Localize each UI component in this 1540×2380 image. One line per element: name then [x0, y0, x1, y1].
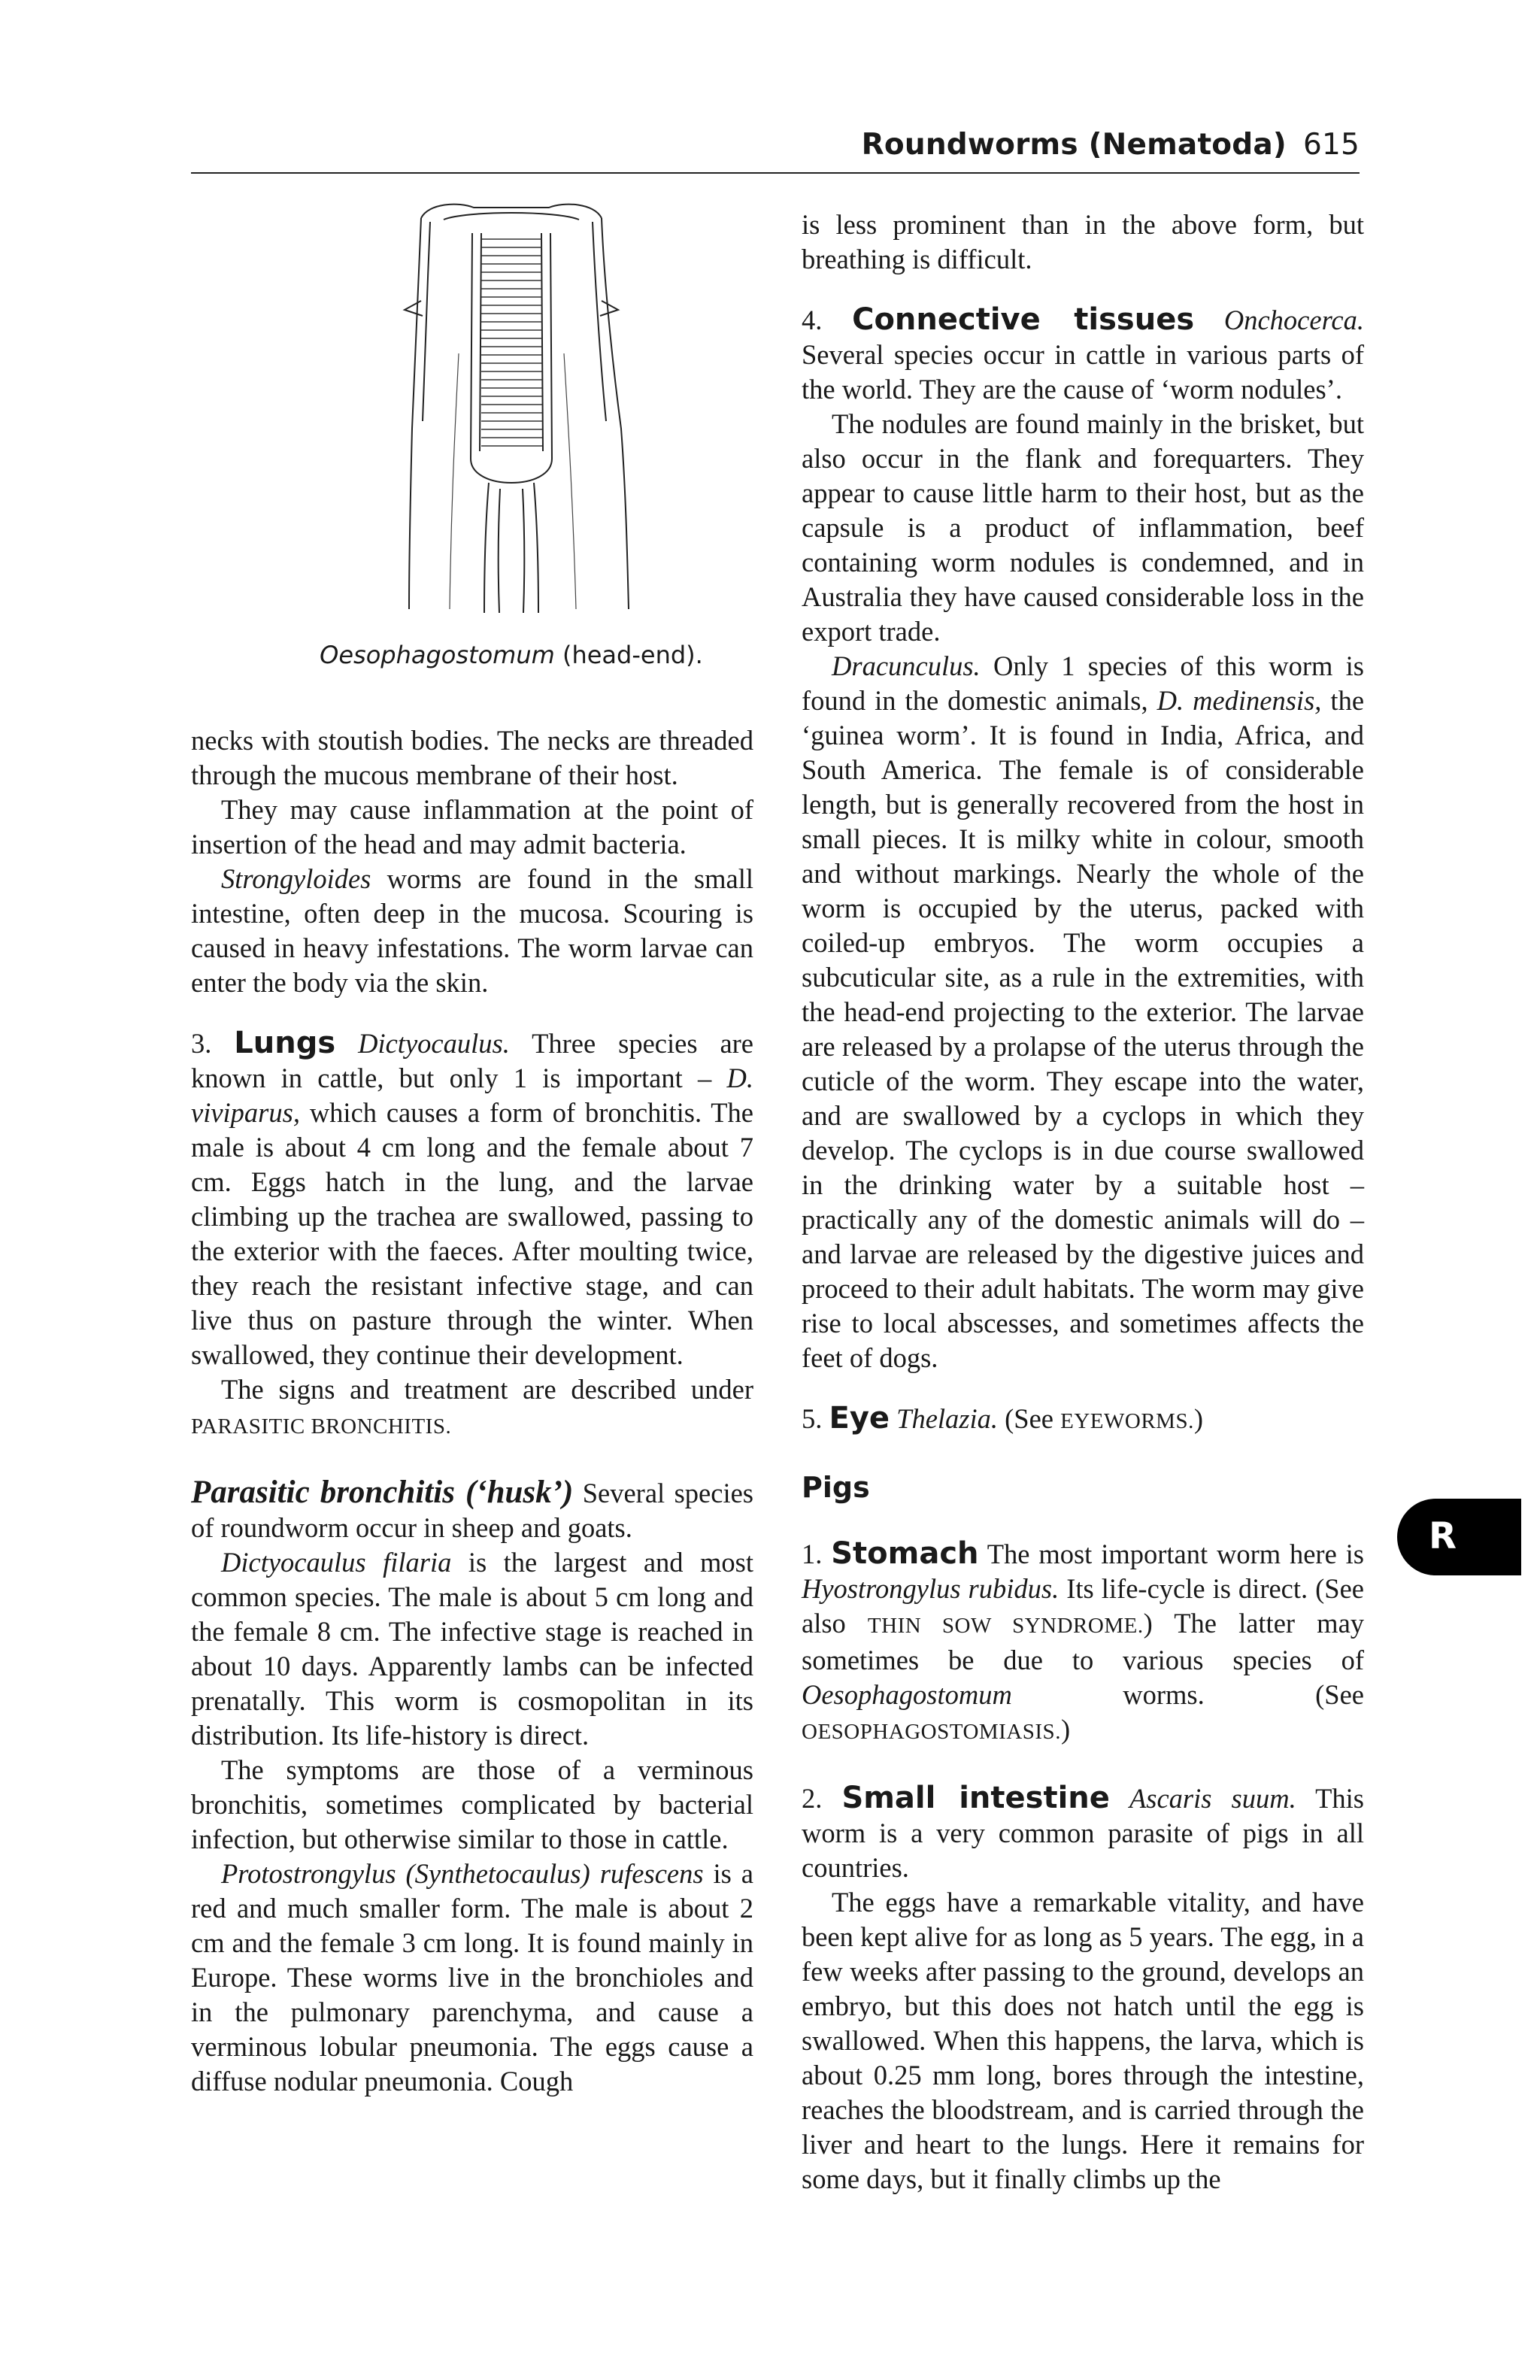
species-name: D. medinensis, [1157, 685, 1322, 716]
paragraph: They may cause inflammation at the point of insertion of the head and may admit bacteria. [191, 794, 753, 860]
header-rule [191, 172, 1360, 174]
paragraph-text: Three species are known in cattle, but only 1 is important – [191, 1028, 753, 1093]
genus-name: Dictyocaulus. [358, 1028, 510, 1059]
cross-reference: THIN SOW SYNDROME. [867, 1614, 1144, 1638]
paragraph: The symptoms are those of a verminous bronchitis, sometimes complicated by bacterial infection, but otherwise similar to those in cattle. [191, 1754, 753, 1854]
section-small-intestine [802, 1781, 1364, 1885]
paragraph-text: ) [1060, 1714, 1071, 1745]
oesophagostomum-illustration [376, 203, 647, 613]
paragraph-text: ) The latter may sometimes be due to various species of [802, 1608, 1365, 1675]
page-number: 615 [1302, 128, 1360, 162]
paragraph: The nodules are found mainly in the brisket, but also occur in the flank and forequarters. They appear to cause little harm to their host, but as the capsule is a product of inflammation, beef containing worm nodules is condemned, and in Australia they have caused considerable loss in the export trade. [802, 408, 1364, 647]
paragraph-text: (See [1005, 1403, 1054, 1434]
paragraph [191, 862, 753, 1000]
section-lungs [191, 1026, 753, 1372]
worm-head-drawing [376, 203, 647, 613]
genus-name: Dracunculus. [832, 650, 981, 681]
paragraph-text: The most important worm here is [987, 1539, 1364, 1569]
paragraph-text: is the largest and most common species. The male is about 5 cm long and the female 8 cm. The infective stage is reached in about 10 days. Apparently lambs can be infected prenatally. This worm is cosmopolitan in its distribution. Its life-history is direct. [191, 1547, 754, 1751]
paragraph-text: ) [1193, 1403, 1203, 1434]
paragraph [191, 1545, 753, 1753]
section-number: 4. [802, 305, 823, 335]
thumb-index-tab [1397, 1499, 1521, 1575]
figure-caption-rest: (head-end). [562, 641, 703, 669]
section-number: 1. [802, 1539, 823, 1569]
species-name: Ascaris suum. [1129, 1783, 1296, 1814]
left-column [191, 723, 753, 2099]
section-stomach [802, 1536, 1364, 1749]
cross-reference: OESOPHAGOSTOMIASIS. [802, 1720, 1061, 1744]
genus-name: Oesophagostomum [802, 1679, 1012, 1710]
section-connective-tissues [802, 302, 1364, 407]
paragraph-text: This worm is a very common parasite of pigs in all countries. [802, 1783, 1365, 1883]
paragraph-text: worms are found in the small intestine, often deep in the mucosa. Scouring is caused in heavy infestations. The worm larvae can enter the body via the skin. [191, 863, 753, 998]
paragraph-text: Only 1 species of this worm is found in the domestic animals, [802, 650, 1365, 716]
section-heading: Connective tissues [852, 302, 1195, 337]
paragraph-text: is a red and much smaller form. The male is about 2 cm and the female 3 cm long. It is found mainly in Europe. These worms live in the bronchioles and in the pulmonary parenchyma, and cause a verminous lobular pneumonia. The eggs cause a diffuse nodular pneumonia. Cough [191, 1858, 754, 2097]
species-name: Protostrongylus (Synthetocaulus) rufescens [221, 1858, 704, 1889]
entry-title: Parasitic bronchitis (‘husk’) [191, 1475, 574, 1510]
section-number: 5. [802, 1403, 823, 1434]
section-number: 3. [191, 1028, 212, 1059]
paragraph: is less prominent than in the above form, but breathing is difficult. [802, 209, 1364, 274]
genus-name: Onchocerca. [1223, 305, 1364, 335]
cross-reference: PARASITIC BRONCHITIS. [191, 1414, 452, 1439]
header-title: Roundworms (Nematoda) [861, 128, 1287, 162]
section-heading: Stomach [831, 1536, 979, 1571]
paragraph-text: which causes a form of bronchitis. The male is about 4 cm long and the female about 7 cm. Eggs hatch in the lung, and the larvae climbing up the trachea are swallowed, passing to the exterior with the faeces. After moulting twice, they reach the resistant infective stage, and can live thus on pasture through the winter. When swallowed, they continue their development. [191, 1097, 754, 1370]
species-name: Hyostrongylus rubidus. [802, 1573, 1060, 1604]
paragraph-text: The signs and treatment are described under [221, 1374, 753, 1405]
species-name: D. viviparus, [191, 1063, 754, 1128]
paragraph-text: Several species occur in cattle in various parts of the world. They are the cause of ‘worm nodules’. [802, 339, 1364, 405]
section-heading: Eye [829, 1401, 890, 1436]
paragraph-text: the ‘guinea worm’. It is found in India, Africa, and South America. The female is of considerable length, but is generally recovered from the host in small pieces. It is milky white in colour, smooth and without markings. Nearly the whole of the worm is occupied by the uterus, packed with coiled-up embryos. The worm occupies a subcuticular site, as a rule in the extremities, with the head-end projecting to the exterior. The larvae are released by a prolapse of the uterus through the cuticle of the worm. They escape into the water, and are swallowed by a cyclops in which they develop. The cyclops is in due course swallowed in the drinking water by a suitable host – practically any of the domestic animals will do – and larvae are released by the digestive juices and proceed to their adult habitats. The worm may give rise to local abscesses, and sometimes affects the feet of dogs. [802, 685, 1365, 1373]
paragraph [802, 649, 1364, 1375]
species-name: Dictyocaulus filaria [221, 1547, 452, 1578]
paragraph [191, 1372, 753, 1444]
paragraph: The eggs have a remarkable vitality, and have been kept alive for as long as 5 years. The egg, in a few weeks after passing to the ground, develops an embryo, but this does not hatch until the egg is swallowed. When this happens, the larva, which is about 0.25 mm long, bores through the intestine, reaches the bloodstream, and is carried through the liver and heart to the lungs. Here it remains for some days, but it finally climbs up the [802, 1887, 1364, 2194]
paragraph-text: (See also [802, 1573, 1365, 1639]
figure-caption [301, 640, 722, 670]
thumb-index-letter: R [1429, 1515, 1457, 1557]
right-column [802, 208, 1364, 2197]
section-heading: Lungs [234, 1026, 336, 1060]
entry-parasitic-bronchitis [191, 1475, 753, 1545]
genus-name: Strongyloides [221, 863, 371, 894]
paragraph [191, 1857, 753, 2099]
paragraph-text: worms. (See [1123, 1679, 1365, 1710]
running-header [862, 128, 1360, 162]
section-eye [802, 1401, 1364, 1439]
paragraph: necks with stoutish bodies. The necks are threaded through the mucous membrane of their host. [191, 725, 753, 790]
cross-reference: EYEWORMS. [1060, 1409, 1194, 1433]
genus-name: Thelazia. [896, 1403, 999, 1434]
figure-caption-genus: Oesophagostomum [320, 641, 555, 669]
paragraph-text: Its life-cycle is direct. [1066, 1573, 1308, 1604]
paragraph-text: Several species of roundworm occur in sheep and goats. [191, 1478, 753, 1543]
section-heading: Small intestine [841, 1781, 1110, 1815]
section-number: 2. [802, 1783, 823, 1814]
subheading-pigs: Pigs [802, 1471, 870, 1504]
